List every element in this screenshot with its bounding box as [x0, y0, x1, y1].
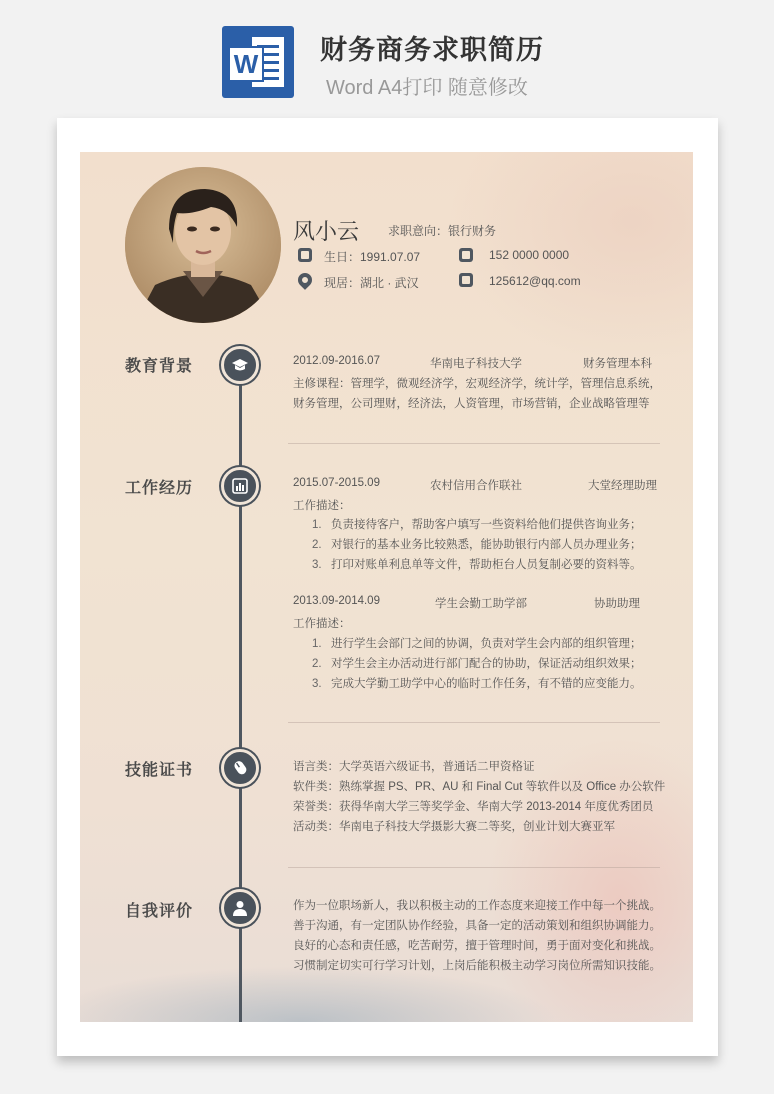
job-intent: 求职意向：银行财务 [388, 224, 497, 238]
word-logo-icon [222, 26, 294, 98]
skill-line: 荣誉类：获得华南大学三等奖学金、华南大学 2013-2014 年度优秀团员 [293, 801, 654, 813]
education-school: 华南电子科技大学 [430, 358, 522, 370]
skill-line: 语言类：大学英语六级证书，普通话二甲资格证 [293, 761, 535, 773]
mouse-icon [221, 749, 259, 787]
self-eval-line: 习惯制定切实可行学习计划，上岗后能积极主动学习岗位所需知识技能。 [293, 960, 661, 972]
birth-date: 生日：1991.07.07 [324, 250, 421, 264]
skill-line: 活动类：华南电子科技大学摄影大赛二等奖，创业计划大赛亚军 [293, 821, 615, 833]
section-title-skills: 技能证书 [125, 762, 194, 779]
section-title-work: 工作经历 [125, 480, 194, 497]
section-divider [288, 867, 660, 868]
location-icon [295, 270, 315, 290]
list-item: 2. 对学生会主办活动进行部门配合的协助，保证活动组织效果； [312, 658, 642, 670]
user-icon [221, 889, 259, 927]
list-item: 3. 打印对账单利息单等文件，帮助柜台人员复制必要的资料等。 [312, 559, 642, 571]
self-eval-line: 作为一位职场新人，我以积极主动的工作态度来迎接工作中每一个挑战。 [293, 900, 661, 912]
education-period: 2012.09-2016.07 [293, 355, 380, 367]
list-item: 3. 完成大学勤工助学中心的临时工作任务，有不错的应变能力。 [312, 678, 642, 690]
page-subtitle: Word A4打印 随意修改 [326, 77, 528, 99]
education-courses-line: 主修课程：管理学，微观经济学，宏观经济学，统计学，管理信息系统， [293, 378, 661, 390]
phone-number: 152 0000 0000 [489, 248, 570, 262]
email: 125612@qq.com [489, 274, 581, 288]
list-item: 1. 负责接待客户，帮助客户填写一些资料给他们提供咨询业务； [312, 519, 642, 531]
section-divider [288, 722, 660, 723]
calendar-icon [298, 248, 312, 262]
job-role: 协助助理 [594, 598, 640, 610]
job-org: 农村信用合作联社 [430, 480, 522, 492]
section-title-education: 教育背景 [125, 358, 194, 375]
graduation-cap-icon [221, 346, 259, 384]
avatar [125, 167, 281, 323]
skill-line: 软件类：熟练掌握 PS、PR、AU 和 Final Cut 等软件以及 Office 办公软件 [293, 781, 666, 793]
candidate-name: 风小云 [293, 219, 360, 244]
job-desc-label: 工作描述： [293, 500, 351, 512]
email-icon [459, 273, 473, 287]
phone-icon [459, 248, 473, 262]
section-divider [288, 443, 660, 444]
job-desc-label: 工作描述： [293, 618, 351, 630]
education-degree: 财务管理本科 [583, 358, 652, 370]
list-item: 2. 对银行的基本业务比较熟悉，能协助银行内部人员办理业务； [312, 539, 642, 551]
list-item: 1. 进行学生会部门之间的协调，负责对学生会内部的组织管理； [312, 638, 642, 650]
self-eval-line: 良好的心态和责任感，吃苦耐劳，擅于管理时间，勇于面对变化和挑战。 [293, 940, 661, 952]
word-logo-letter: W [228, 46, 264, 82]
section-title-self: 自我评价 [125, 903, 194, 920]
job-org: 学生会勤工助学部 [435, 598, 527, 610]
page-header [0, 0, 774, 110]
location: 现居：湖北 · 武汉 [324, 276, 419, 290]
job-role: 大堂经理助理 [588, 480, 657, 492]
self-eval-line: 善于沟通，有一定团队协作经验，具备一定的活动策划和组织协调能力。 [293, 920, 661, 932]
job-period: 2013.09-2014.09 [293, 595, 380, 607]
job-period: 2015.07-2015.09 [293, 477, 380, 489]
resume-sheet [80, 152, 693, 1022]
education-courses-line: 财务管理，公司理财，经济法，人资管理，市场营销，企业战略管理等 [293, 398, 650, 410]
page-title: 财务商务求职简历 [320, 35, 544, 65]
bar-chart-icon [221, 467, 259, 505]
